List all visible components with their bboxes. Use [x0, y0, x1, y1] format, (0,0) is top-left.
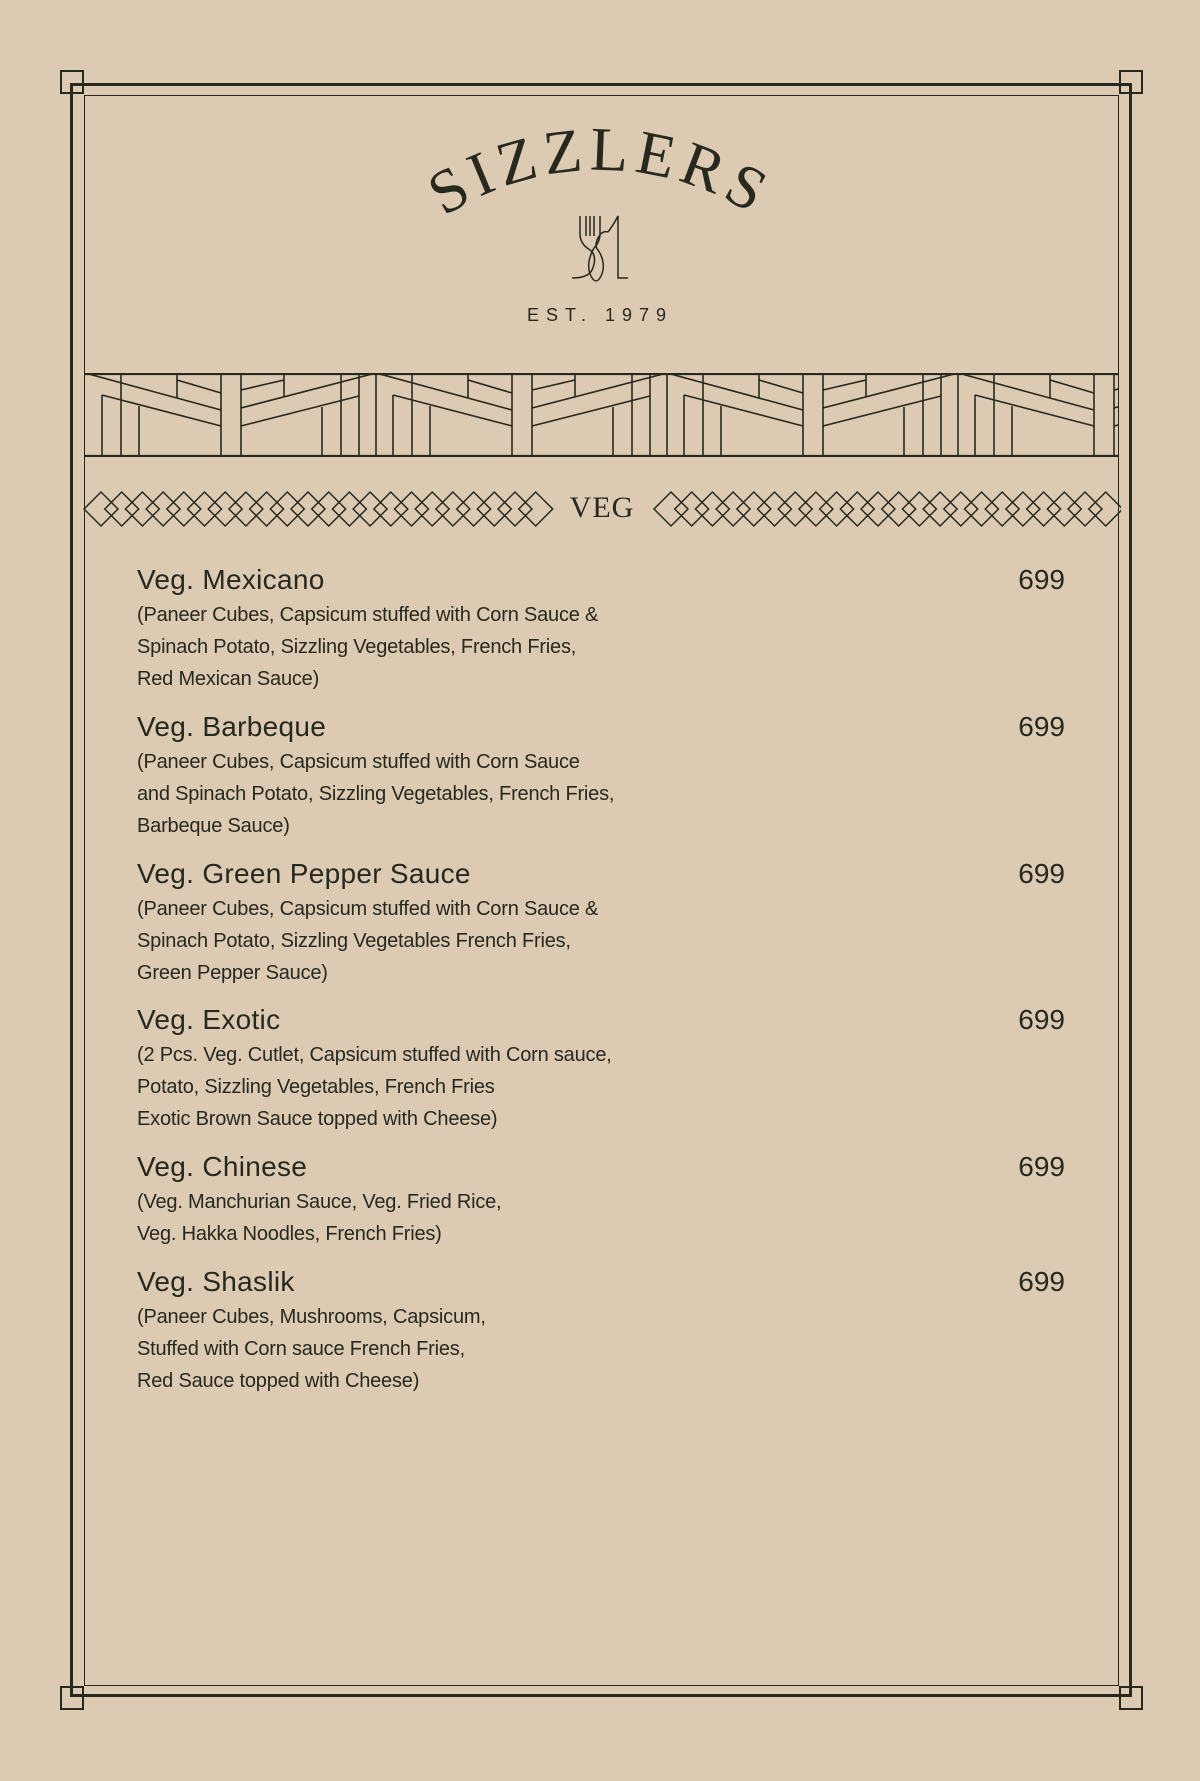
diamond-mark	[840, 492, 874, 526]
diamond-mark	[436, 492, 470, 526]
description-line: Spinach Potato, Sizzling Vegetables French Fries,	[137, 930, 571, 952]
item-description	[137, 1301, 1065, 1397]
item-description	[137, 746, 1065, 842]
menu-item	[137, 1003, 1065, 1135]
description-line: (Paneer Cubes, Capsicum stuffed with Corn Sauce	[137, 751, 580, 773]
diamond-mark	[716, 492, 750, 526]
menu-item	[137, 1150, 1065, 1250]
diamond-mark	[902, 492, 936, 526]
pattern-line	[759, 380, 803, 393]
item-price: 699	[1018, 1151, 1065, 1182]
corner-ornament	[60, 1686, 84, 1710]
description-line: and Spinach Potato, Sizzling Vegetables, French Fries,	[137, 783, 615, 805]
diamond-mark	[291, 492, 325, 526]
art-deco-band	[85, 373, 1119, 457]
diamond-border-right	[653, 490, 1121, 528]
item-name: Veg. Chinese	[137, 1151, 308, 1182]
item-price: 699	[1018, 1266, 1065, 1297]
pattern-line	[376, 373, 512, 410]
diamond-mark	[799, 492, 833, 526]
pattern-line	[532, 380, 575, 390]
pattern-line	[85, 373, 221, 410]
description-line: Spinach Potato, Sizzling Vegetables, French Fries,	[137, 636, 577, 658]
diamond-mark	[820, 492, 854, 526]
diamond-mark	[146, 492, 180, 526]
diamond-mark	[778, 492, 812, 526]
diamond-mark	[125, 492, 159, 526]
description-line: Exotic Brown Sauce topped with Cheese)	[137, 1108, 498, 1130]
section-title: VEG	[569, 491, 635, 524]
diamond-mark	[415, 492, 449, 526]
diamond-border-left	[83, 490, 555, 528]
diamond-mark	[105, 492, 139, 526]
diamond-mark	[944, 492, 978, 526]
diamond-mark	[167, 492, 201, 526]
diamond-mark	[498, 492, 532, 526]
item-description	[137, 1039, 1065, 1135]
diamond-mark	[1006, 492, 1040, 526]
pattern-line	[823, 373, 958, 408]
menu-item	[137, 1265, 1065, 1397]
description-line: Potato, Sizzling Vegetables, French Fries	[137, 1076, 495, 1098]
diamond-mark	[675, 492, 709, 526]
diamond-mark	[695, 492, 729, 526]
diamond-mark	[985, 492, 1019, 526]
diamond-mark	[229, 492, 263, 526]
diamond-mark	[758, 492, 792, 526]
description-line: (Veg. Manchurian Sauce, Veg. Fried Rice,	[137, 1191, 502, 1213]
diamond-mark	[861, 492, 895, 526]
diamond-mark	[1089, 492, 1121, 526]
diamond-mark	[208, 492, 242, 526]
description-line: Barbeque Sauce)	[137, 815, 290, 837]
description-line: (2 Pcs. Veg. Cutlet, Capsicum stuffed with Corn sauce,	[137, 1044, 612, 1066]
pattern-line	[684, 395, 803, 426]
item-price: 699	[1018, 858, 1065, 889]
menu-item	[137, 857, 1065, 989]
description-line: Green Pepper Sauce)	[137, 962, 328, 984]
pattern-line	[958, 373, 1094, 410]
pattern-line	[177, 380, 221, 393]
pattern-line	[241, 373, 376, 408]
diamond-mark	[312, 492, 346, 526]
diamond-mark	[654, 492, 688, 526]
diamond-mark	[477, 492, 511, 526]
restaurant-title: SIZZLERS	[417, 115, 783, 229]
diamond-mark	[332, 492, 366, 526]
menu-item	[137, 563, 1065, 695]
diamond-mark	[737, 492, 771, 526]
item-price: 699	[1018, 1004, 1065, 1035]
pattern-line	[667, 373, 803, 410]
description-line: (Paneer Cubes, Mushrooms, Capsicum,	[137, 1306, 486, 1328]
diamond-mark	[965, 492, 999, 526]
pattern-line	[393, 395, 512, 426]
item-description	[137, 893, 1065, 989]
pattern-line	[468, 380, 512, 393]
description-line: Veg. Hakka Noodles, French Fries)	[137, 1223, 442, 1245]
description-line: (Paneer Cubes, Capsicum stuffed with Corn Sauce &	[137, 604, 599, 626]
diamond-mark	[923, 492, 957, 526]
diamond-mark	[250, 492, 284, 526]
description-line: Red Sauce topped with Cheese)	[137, 1370, 420, 1392]
diamond-mark	[188, 492, 222, 526]
diamond-mark	[519, 492, 553, 526]
diamond-mark	[882, 492, 916, 526]
pattern-line	[1050, 380, 1094, 393]
diamond-mark	[457, 492, 491, 526]
diamond-mark	[84, 492, 118, 526]
diamond-mark	[1027, 492, 1061, 526]
diamond-mark	[1068, 492, 1102, 526]
menu-item	[137, 710, 1065, 842]
established-year: EST. 1979	[526, 305, 674, 325]
item-description	[137, 599, 1065, 695]
diamond-mark	[1047, 492, 1081, 526]
item-name: Veg. Exotic	[137, 1004, 281, 1035]
item-name: Veg. Shaslik	[137, 1266, 295, 1297]
diamond-mark	[374, 492, 408, 526]
fork-spoon-knife-icon	[572, 212, 642, 286]
pattern-line	[975, 395, 1094, 426]
pattern-line	[102, 395, 221, 426]
diamond-mark	[353, 492, 387, 526]
description-line: (Paneer Cubes, Capsicum stuffed with Corn Sauce &	[137, 898, 599, 920]
pattern-line	[532, 373, 667, 408]
pattern-line	[241, 380, 284, 390]
description-line: Red Mexican Sauce)	[137, 668, 320, 690]
description-line: Stuffed with Corn sauce French Fries,	[137, 1338, 465, 1360]
item-description	[137, 1186, 1065, 1250]
diamond-mark	[395, 492, 429, 526]
item-price: 699	[1018, 564, 1065, 595]
item-name: Veg. Mexicano	[137, 564, 325, 595]
corner-ornament	[1119, 1686, 1143, 1710]
pattern-line	[823, 380, 866, 390]
item-price: 699	[1018, 711, 1065, 742]
diamond-mark	[270, 492, 304, 526]
item-name: Veg. Barbeque	[137, 711, 327, 742]
item-name: Veg. Green Pepper Sauce	[137, 858, 471, 889]
